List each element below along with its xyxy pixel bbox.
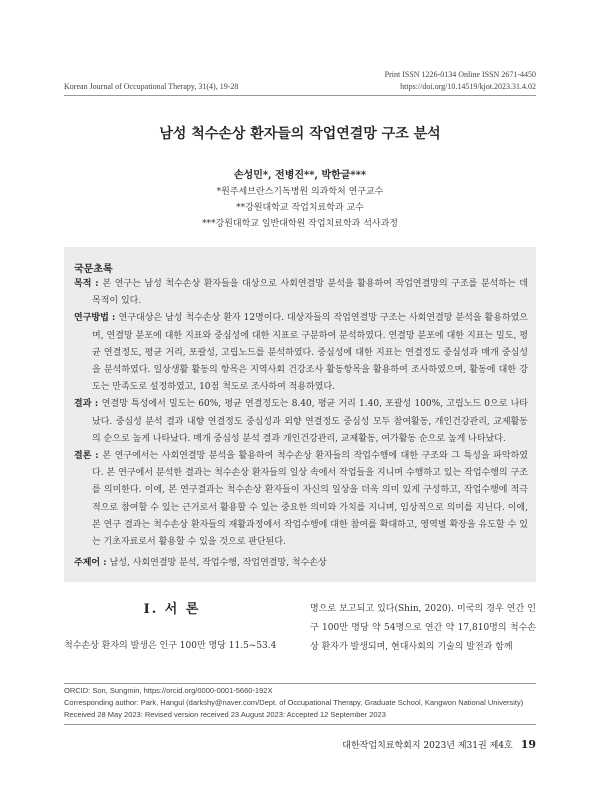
abstract-purpose: [74, 276, 528, 310]
footnote-corresponding: Corresponding author: Park, Hangul (darkshy@naver.com/Dept. of Occupational Therapy, Graduate School, Kangwon National University): [64, 698, 524, 707]
abstract-results-label: 결과 :: [74, 399, 102, 410]
intro-right-column: 명으로 보고되고 있다(Shin, 2020). 미국의 경우 연간 인구 100만 명당 약 54명으로 연간 약 17,810명의 척수손상 환자가 발생되며, 현대사회의 기술의 발전과 함께: [310, 604, 536, 652]
section-heading-introduction: Ⅰ. 서 론: [143, 602, 201, 617]
author-list: 손성민*, 전병진**, 박한글***: [233, 170, 367, 181]
paper-title: 남성 척수손상 환자들의 작업연결망 구조 분석: [159, 126, 441, 142]
doi-link[interactable]: https://doi.org/10.14519/kjot.2023.31.4.02: [400, 82, 536, 91]
abstract-purpose-text: 본 연구는 남성 척수손상 환자들을 대상으로 사회연결망 분석을 활용하여 작업연결망의 구조를 분석하는 데 목적이 있다.: [92, 279, 528, 307]
abstract-method-text: 연구대상은 남성 척수손상 환자 12명이다. 대상자들의 작업연결망 구조는 사회연결망 분석을 활용하였으며, 연결망 분포에 대한 지표와 중심성에 대한 지표로 구분하여 분석하였다. 연결망 분포에 대한 지표는 밀도, 평균 연결정도, 평균 거리, 포괄성, 고립노드를 분석하였다. 중심성에 대한 지표는 연결정도 중심성과 매개 중심성을 분석하였다. 일상생활 활동의 항목은 지역사회 건강조사 활동항목을 활용하여 조사하였으며, 활동에 대한 강도는 만족도로 설정하였고, 10점 척도로 조사하여 적용하였다.: [92, 313, 528, 393]
abstract-results: [74, 396, 528, 448]
abstract-keywords: [74, 555, 528, 572]
abstract-purpose-label: 목적 :: [74, 279, 103, 289]
abstract-conclusion: [74, 448, 528, 551]
keywords-text: 남성, 사회연결망 분석, 작업수행, 작업연결망, 척수손상: [109, 558, 327, 569]
affiliation-2: **강원대학교 작업치료학과 교수: [236, 203, 364, 213]
abstract-body: [74, 276, 528, 572]
affiliation-3: ***강원대학교 일반대학원 작업치료학과 석사과정: [202, 219, 398, 229]
footer-journal-issue: 대한작업치료학회지 2023년 제31권 제4호: [342, 741, 513, 751]
footnote-received: Received 28 May 2023: Revised version received 23 August 2023: Accepted 12 September 2023: [64, 710, 386, 719]
abstract-conclusion-text: 본 연구에서는 사회연결망 분석을 활용하여 척수손상 환자들의 작업수행에 대한 구조와 그 특성을 파악하였다. 본 연구에서 분석한 결과는 척수손상 환자들의 일상 속에서 작업들을 지니며 수행하고 있는 작업수행의 구조를 의미한다. 이에, 본 연구결과는 척수손상 환자들이 자신의 일상을 더욱 의미 있게 구성하고, 작업수행에 적극적으로 참여할 수 있는 근거로서 활용할 수 있는 중요한 의미와 가치를 지니며, 임상적으로 의미를 지닌다. 이에, 본 연구 결과는 척수손상 환자들의 재활과정에서 작업수행에 대한 참여를 확대하고, 영역별 확장을 유도할 수 있는 기초자료로서 활용할 수 있을 것으로 판단된다.: [92, 451, 528, 548]
abstract-results-text: 연결망 특성에서 밀도는 60%, 평균 연결정도는 8.40, 평균 거리 1.40, 포괄성 100%, 고립노드 0으로 나타났다. 중심성 분석 결과 내향 연결정도 중심성과 외향 연결정도 중심성 모두 참여활동, 개인건강관리, 교제활동의 순으로 높게 나타났다. 매개 중심성 분석 결과 개인건강관리, 교제활동, 여가활동 순으로 높게 나타났다.: [92, 399, 528, 444]
affiliation-1: *원주세브란스기독병원 의과학처 연구교수: [216, 187, 384, 197]
abstract-method-label: 연구방법 :: [74, 313, 119, 324]
page-footer: [342, 738, 536, 751]
footnote-orcid: ORCID: Son, Sungmin, https://orcid.org/0000-0001-5660-192X: [64, 686, 273, 695]
intro-left-column: 척수손상 환자의 발생은 인구 100만 명당 11.5~53.4: [64, 641, 277, 651]
header-divider: [64, 95, 536, 96]
keywords-label: 주제어 :: [74, 558, 110, 569]
journal-citation: Korean Journal of Occupational Therapy, 31(4), 19-28: [64, 82, 239, 91]
abstract-heading: 국문초록: [74, 264, 113, 275]
footer-divider: [64, 724, 536, 725]
abstract-conclusion-label: 결론 :: [74, 451, 103, 462]
issn-info: Print ISSN 1226-0134 Online ISSN 2671-4450: [384, 70, 536, 79]
footnote-divider: [64, 683, 536, 684]
abstract-method: [74, 310, 528, 396]
page-number: 19: [520, 738, 536, 751]
